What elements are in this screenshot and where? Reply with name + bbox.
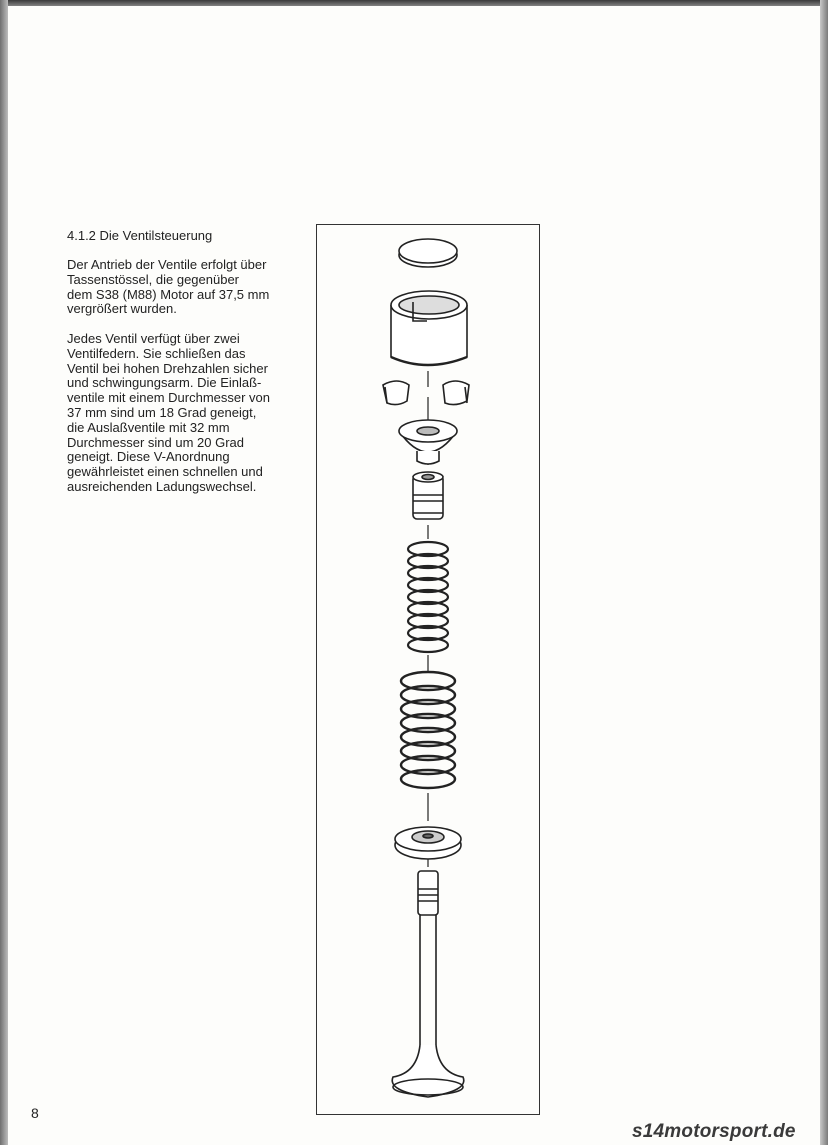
valve-train-figure (316, 224, 540, 1115)
inner-valve-spring (408, 542, 448, 652)
page-number: 8 (31, 1105, 39, 1121)
shim (399, 239, 457, 267)
scan-left-edge (0, 0, 8, 1145)
bucket-tappet (391, 291, 467, 365)
paragraph-tappets: Der Antrieb der Ventile erfolgt über Tassenstössel, die gegenüber dem S38 (M88) Motor auf 37,5 mm vergrößert wurden. (67, 257, 270, 317)
watermark: s14motorsport.de (632, 1121, 796, 1142)
valve-stem-seal (413, 472, 443, 519)
valve (392, 871, 464, 1097)
exploded-valve-drawing (317, 225, 541, 1116)
scan-right-edge (820, 0, 828, 1145)
valve-keepers (383, 381, 469, 405)
lower-spring-seat (395, 827, 461, 859)
section-heading: 4.1.2 Die Ventilsteuerung (67, 228, 213, 243)
paragraph-valve-springs: Jedes Ventil verfügt über zwei Ventilfedern. Sie schließen das Ventil bei hohen Drehzahlen sicher und schwingungsarm. Die Einlaß- ventile mit einem Durchmesser von 37 mm sind um 18 Grad geneigt, die Auslaßventile mit 32 mm Durchmesser sind um 20 Grad geneigt. Diese V-Anordnung gewährleistet einen schnellen und ausreichenden Ladungswechsel. (67, 331, 271, 494)
upper-spring-retainer (399, 420, 457, 464)
outer-valve-spring (401, 672, 455, 788)
